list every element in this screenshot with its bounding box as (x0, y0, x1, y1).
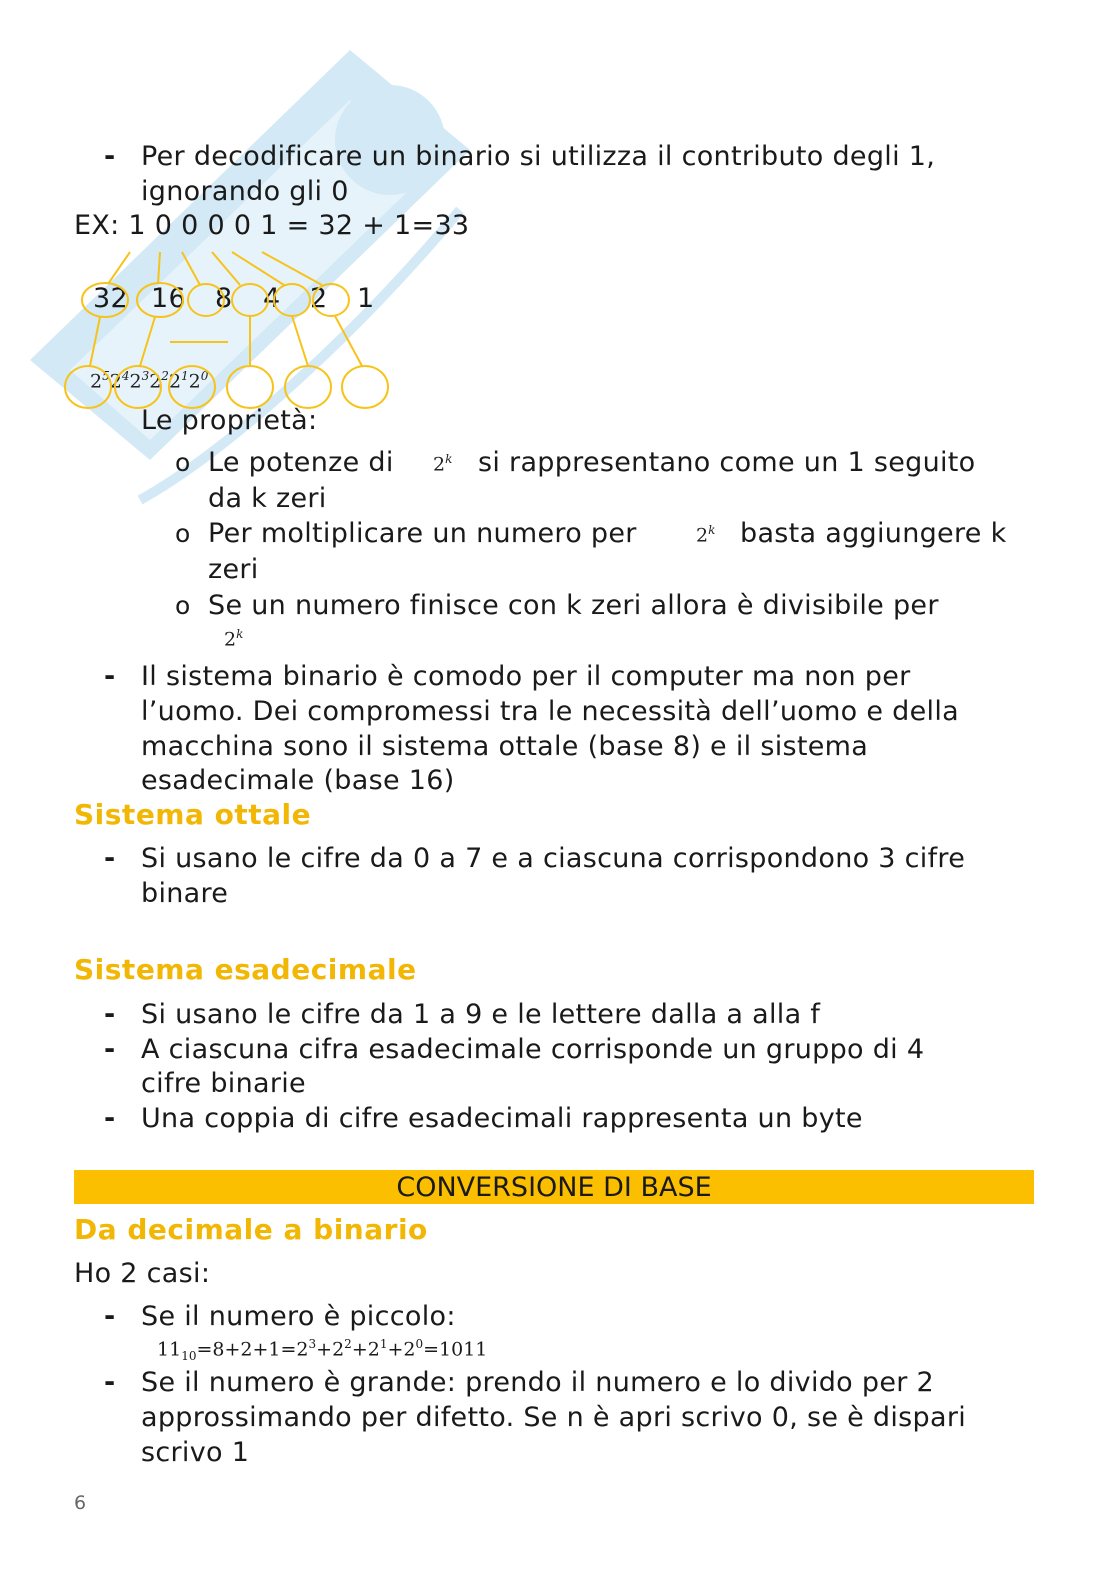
page-number: 6 (74, 1492, 87, 1514)
heading-sistema-ottale: Sistema ottale (74, 798, 312, 831)
binary-note-line4: esadecimale (base 16) (141, 765, 455, 796)
dash-bullet: - (104, 661, 116, 692)
dec-bin-small-case: Se il numero è piccolo: (141, 1301, 456, 1332)
prop2-text-c: zeri (208, 554, 259, 585)
prop1-power: 2$^k$ (433, 452, 453, 476)
place-value-1: 1 (357, 283, 375, 314)
section-bar-conversione: CONVERSIONE DI BASE (74, 1170, 1034, 1204)
ottale-line1: Si usano le cifre da 0 a 7 e a ciascuna corrispondono 3 cifre (141, 843, 966, 874)
dec-bin-formula: $11_{10}=8+2+1=2^3+2^2+2^1+2^0=1011$ (157, 1337, 488, 1364)
dash-bullet: - (104, 1034, 116, 1065)
ottale-line2: binare (141, 878, 229, 909)
place-value-8: 8 (215, 283, 233, 314)
dec-bin-big-case-line3: scrivo 1 (141, 1437, 250, 1468)
esa-bullet2-line1: A ciascuna cifra esadecimale corrisponde un gruppo di 4 (141, 1034, 925, 1065)
bullet-decode-line1: Per decodificare un binario si utilizza il contributo degli 1, (141, 141, 936, 172)
prop1-text-b: si rappresentano come un 1 seguito (478, 447, 976, 478)
place-value-2: 2 (310, 283, 328, 314)
dec-bin-big-case-line1: Se il numero è grande: prendo il numero e lo divido per 2 (141, 1367, 934, 1398)
example-line: EX: 1 0 0 0 0 1 = 32 + 1=33 (74, 210, 470, 241)
binary-note-line1: Il sistema binario è comodo per il computer ma non per (141, 661, 911, 692)
o-bullet: o (175, 519, 191, 548)
esa-bullet2-line2: cifre binarie (141, 1068, 306, 1099)
heading-da-decimale-a-binario: Da decimale a binario (74, 1213, 428, 1246)
dash-bullet: - (104, 1367, 116, 1398)
dash-bullet: - (104, 1301, 116, 1332)
dash-bullet: - (104, 141, 116, 172)
dash-bullet: - (104, 1103, 116, 1134)
heading-sistema-esadecimale: Sistema esadecimale (74, 953, 417, 986)
place-value-4: 4 (263, 283, 281, 314)
prop1-text-a: Le potenze di (208, 447, 394, 478)
dec-bin-big-case-line2: approssimando per difetto. Se n è apri scrivo 0, se è dispari (141, 1402, 967, 1433)
prop2-text-b: basta aggiungere k (740, 518, 1007, 549)
properties-title: Le proprietà: (141, 405, 318, 436)
prop3-text-a: Se un numero finisce con k zeri allora è divisibile per (208, 590, 939, 621)
esa-bullet1: Si usano le cifre da 1 a 9 e le lettere dalla a alla f (141, 999, 821, 1030)
prop3-power: 2$^k$ (224, 627, 244, 651)
prop2-power: 2$^k$ (696, 523, 716, 547)
dec-bin-intro: Ho 2 casi: (74, 1258, 211, 1289)
dash-bullet: - (104, 843, 116, 874)
dash-bullet: - (104, 999, 116, 1030)
prop2-text-a: Per moltiplicare un numero per (208, 518, 637, 549)
prop1-text-c: da k zeri (208, 483, 327, 514)
binary-note-line2: l’uomo. Dei compromessi tra le necessità dell’uomo e della (141, 696, 959, 727)
place-value-32: 32 (93, 283, 128, 314)
o-bullet: o (175, 591, 191, 620)
o-bullet: o (175, 448, 191, 477)
powers-row: $2^52^42^32^22^12^0$ (90, 369, 209, 393)
esa-bullet3: Una coppia di cifre esadecimali rappresenta un byte (141, 1103, 863, 1134)
bullet-decode-line2: ignorando gli 0 (141, 176, 349, 207)
place-value-16: 16 (151, 283, 186, 314)
binary-note-line3: macchina sono il sistema ottale (base 8) e il sistema (141, 731, 869, 762)
